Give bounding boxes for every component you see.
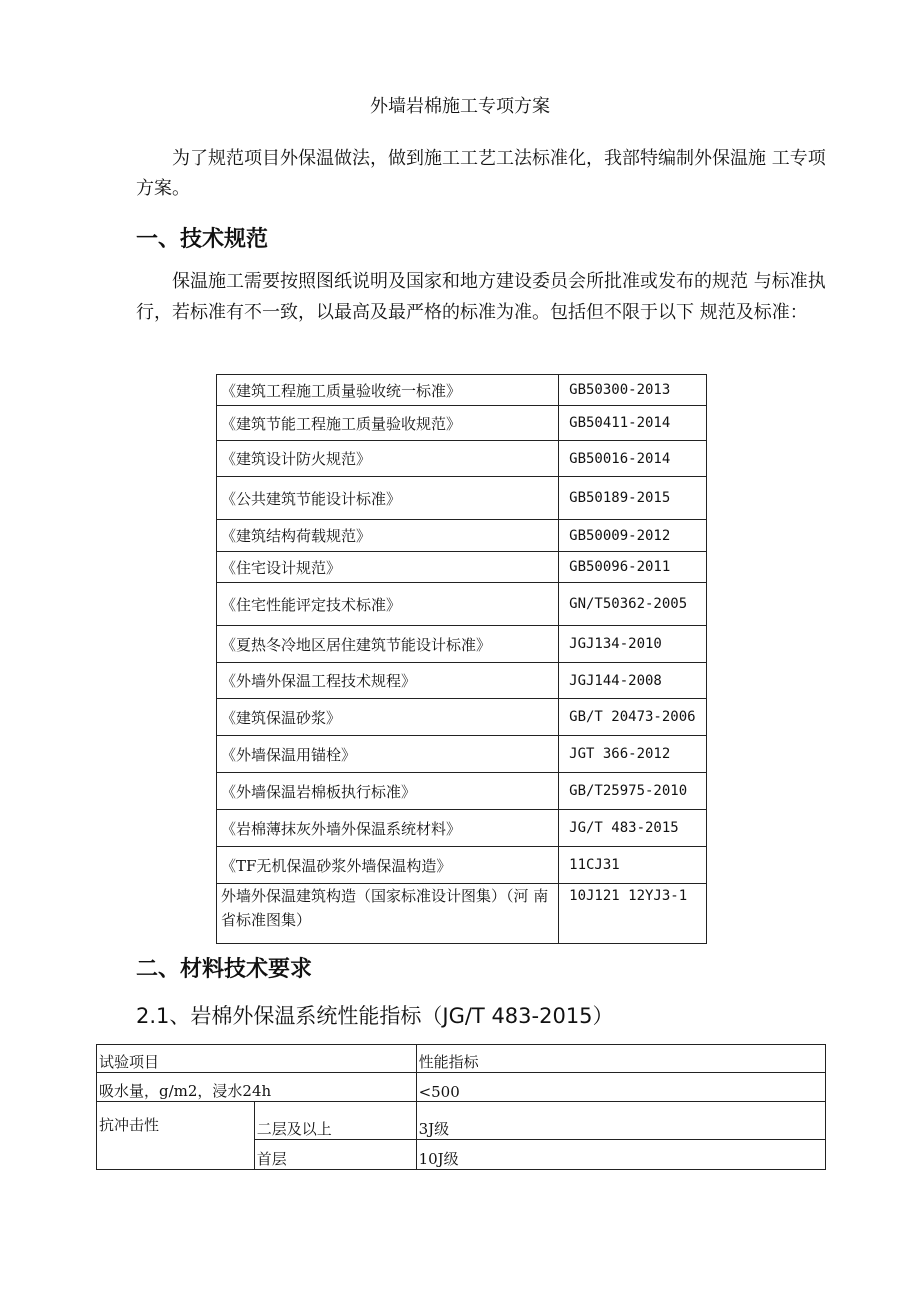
standard-row — [217, 847, 707, 884]
standard-row — [217, 406, 707, 441]
intro-paragraph: 为了规范项目外保温做法，做到施工工艺工法标准化，我部特编制外保温施 工专项方案。 — [136, 148, 826, 199]
standard-code: 11CJ31 — [559, 847, 707, 884]
standard-row — [217, 626, 707, 663]
standard-name: 《外墙保温岩棉板执行标准》 — [217, 773, 559, 810]
standard-code: GB50009-2012 — [559, 520, 707, 552]
standard-name: 《住宅性能评定技术标准》 — [217, 583, 559, 626]
standard-row — [217, 583, 707, 626]
performance-table — [96, 1044, 826, 1170]
standard-row — [217, 884, 707, 944]
standard-code: GB/T25975-2010 — [559, 773, 707, 810]
standard-code: JGJ144-2008 — [559, 663, 707, 699]
perf-impact-sub-1: 二层及以上 — [254, 1102, 416, 1140]
standard-code: GB/T 20473-2006 — [559, 699, 707, 736]
perf-water-item: 吸水量，g/m2，浸水24h — [97, 1073, 417, 1102]
standard-row — [217, 441, 707, 477]
perf-impact-val-2: 10J级 — [416, 1140, 825, 1170]
standard-name: 《外墙外保温工程技术规程》 — [217, 663, 559, 699]
standard-name: 《夏热冬冷地区居住建筑节能设计标准》 — [217, 626, 559, 663]
standard-name: 《建筑保温砂浆》 — [217, 699, 559, 736]
perf-impact-label: 抗冲击性 — [97, 1102, 255, 1170]
standard-code: JGJ134-2010 — [559, 626, 707, 663]
standard-row — [217, 699, 707, 736]
standard-name: 《公共建筑节能设计标准》 — [217, 477, 559, 520]
standard-row — [217, 477, 707, 520]
standard-code: GB50411-2014 — [559, 406, 707, 441]
standard-row — [217, 552, 707, 583]
standard-code: 10J121 12YJ3-1 — [559, 884, 707, 944]
section-1-body: 保温施工需要按照图纸说明及国家和地方建设委员会所批准或发布的规范 与标准执行，若标准有不一致，以最高及最严格的标准为准。包括但不限于以下 规范及标准： — [136, 271, 826, 323]
perf-header-value: 性能指标 — [416, 1045, 825, 1073]
standard-code: JGT 366-2012 — [559, 736, 707, 773]
perf-impact-sub-2: 首层 — [254, 1140, 416, 1170]
standard-code: GB50189-2015 — [559, 477, 707, 520]
standard-code: GB50096-2011 — [559, 552, 707, 583]
perf-header-row — [97, 1045, 826, 1073]
standard-code: GB50300-2013 — [559, 375, 707, 406]
perf-row-water — [97, 1073, 826, 1102]
document-title: 外墙岩棉施工专项方案 — [370, 96, 550, 117]
standard-row — [217, 375, 707, 406]
standard-name: 《外墙保温用锚栓》 — [217, 736, 559, 773]
standard-code: GB50016-2014 — [559, 441, 707, 477]
perf-impact-val-1: 3J级 — [416, 1102, 825, 1140]
perf-water-value: <500 — [416, 1073, 825, 1102]
standard-name: 外墙外保温建筑构造（国家标准设计图集）（河 南省标准图集） — [217, 884, 559, 944]
standard-name: 《住宅设计规范》 — [217, 552, 559, 583]
standard-name: 《TF无机保温砂浆外墙保温构造》 — [217, 847, 559, 884]
standard-name: 《建筑结构荷载规范》 — [217, 520, 559, 552]
section-2-heading: 二、材料技术要求 — [136, 957, 313, 982]
standard-row — [217, 520, 707, 552]
standard-code: JG/T 483-2015 — [559, 810, 707, 847]
perf-header-item: 试验项目 — [97, 1045, 417, 1073]
standard-row — [217, 773, 707, 810]
standard-name: 《建筑设计防火规范》 — [217, 441, 559, 477]
standard-code: GN/T50362-2005 — [559, 583, 707, 626]
standard-row — [217, 736, 707, 773]
perf-row-impact-1 — [97, 1102, 826, 1140]
section-2-1-heading: 2.1、岩棉外保温系统性能指标（JG/T 483-2015） — [136, 1004, 614, 1028]
standard-row — [217, 663, 707, 699]
standard-row — [217, 810, 707, 847]
standard-name: 《岩棉薄抹灰外墙外保温系统材料》 — [217, 810, 559, 847]
standards-table — [216, 374, 707, 944]
section-1-heading: 一、技术规范 — [136, 227, 269, 252]
standard-name: 《建筑工程施工质量验收统一标准》 — [217, 375, 559, 406]
standard-name: 《建筑节能工程施工质量验收规范》 — [217, 406, 559, 441]
